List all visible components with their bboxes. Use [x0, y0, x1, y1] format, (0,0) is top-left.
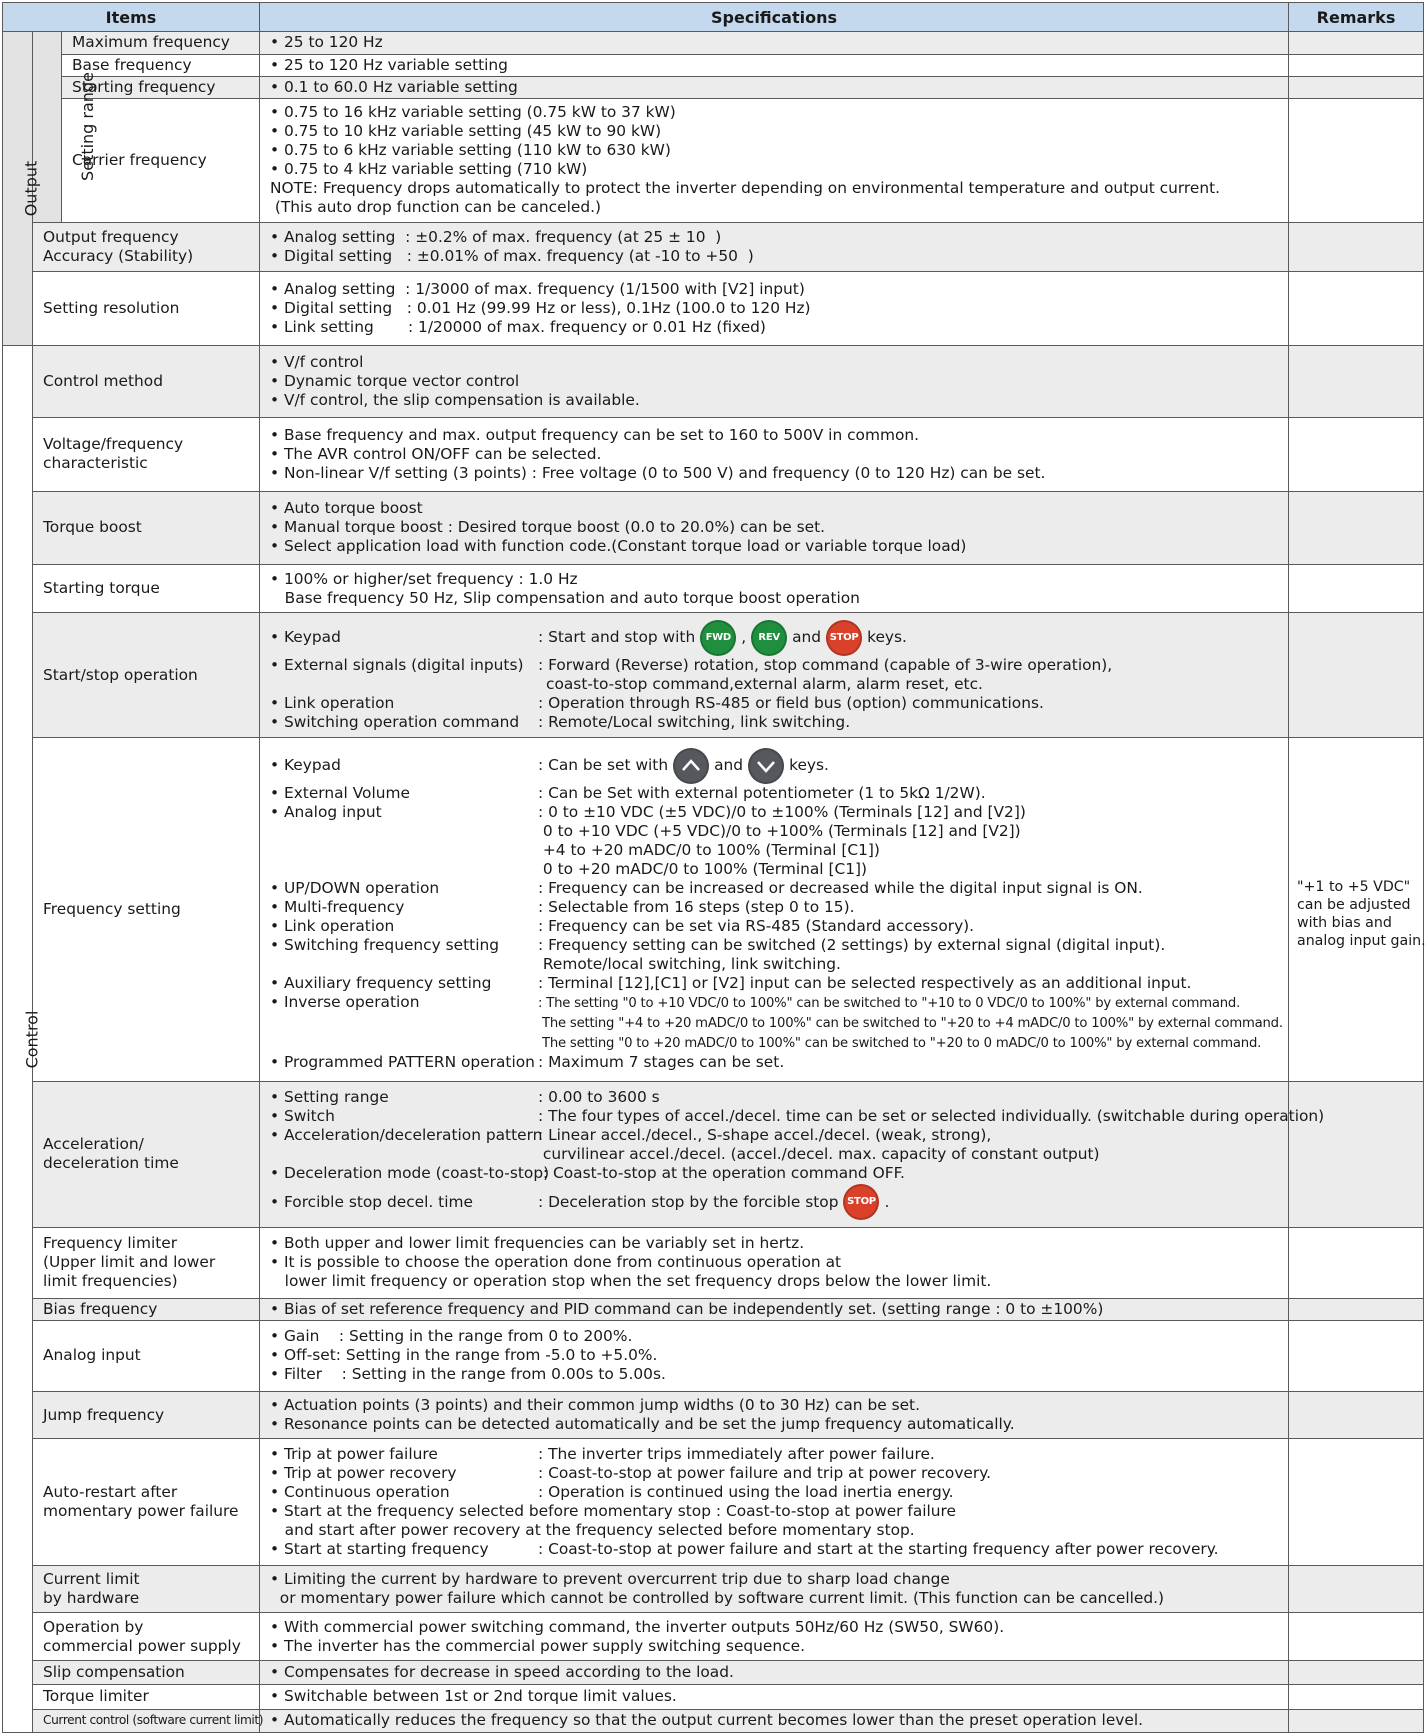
- spec-value: : Operation through RS-485 or field bus (option) communications.: [538, 694, 1044, 713]
- remarks-cell: [1289, 1685, 1424, 1709]
- spec-value: : Selectable from 16 steps (step 0 to 15).: [538, 898, 855, 917]
- spec-cell: [260, 1320, 1289, 1391]
- spec-cell: [260, 613, 1289, 738]
- remarks-text: [1297, 878, 1426, 950]
- spec-cell: [260, 99, 1289, 222]
- spec-line: • Link setting : 1/20000 of max. frequency or 0.01 Hz (fixed): [270, 318, 766, 337]
- remarks-cell: [1289, 417, 1424, 491]
- spec-line: [270, 803, 1282, 822]
- remarks-cell: [1289, 32, 1424, 54]
- item-label: Analog input: [33, 1320, 260, 1391]
- and-text: and: [792, 628, 822, 647]
- item-line: commercial power supply: [43, 1636, 241, 1655]
- remarks-cell: [1289, 99, 1424, 222]
- spec-line: [270, 1106, 1325, 1126]
- item-line: (Upper limit and lower: [43, 1253, 216, 1272]
- spec-line: • Actuation points (3 points) and their common jump widths (0 to 30 Hz) can be set.: [270, 1396, 920, 1415]
- spec-line: [270, 1445, 1282, 1464]
- spec-cell: [260, 54, 1289, 76]
- spec-label: • Inverse operation: [270, 993, 420, 1012]
- row-starting-torque: [3, 564, 1424, 613]
- row-analog-input: [3, 1320, 1424, 1391]
- spec-label: • UP/DOWN operation: [270, 879, 440, 898]
- row-current-control: [3, 1709, 1424, 1732]
- spec-value: : Can be set with: [538, 756, 669, 775]
- spec-label: • Setting range: [270, 1087, 389, 1106]
- spec-line: [270, 1053, 1282, 1072]
- remarks-cell: [1289, 76, 1424, 98]
- item-label: [33, 222, 260, 272]
- spec-label: • Forcible stop decel. time: [270, 1192, 473, 1211]
- spec-line: • Auto torque boost: [270, 499, 423, 518]
- item-line: Current limit: [43, 1570, 140, 1589]
- spec-label: • Continuous operation: [270, 1483, 450, 1502]
- spec-label: • Keypad: [270, 756, 341, 775]
- spec-line: [270, 1126, 1282, 1145]
- spec-line: [270, 694, 1282, 713]
- remarks-cell: [1289, 564, 1424, 613]
- item-label: Frequency setting: [33, 737, 260, 1081]
- spec-line: • Both upper and lower limit frequencies can be variably set in hertz.: [270, 1234, 805, 1253]
- item-label: Starting frequency: [62, 76, 260, 98]
- spec-cell: [260, 222, 1289, 272]
- spec-line: • The inverter has the commercial power supply switching sequence.: [270, 1636, 805, 1655]
- row-current-limit-hardware: [3, 1565, 1424, 1613]
- spec-line: [270, 1483, 1282, 1502]
- remarks-cell: [1289, 1298, 1424, 1320]
- spec-cell: [260, 32, 1289, 54]
- spec-label: • Link operation: [270, 917, 395, 936]
- spec-line: • Digital setting : 0.01 Hz (99.99 Hz or less), 0.1Hz (100.0 to 120 Hz): [270, 299, 811, 318]
- spec-value: : Coast-to-stop at power failure and start at the starting frequency after power recovery.: [538, 1540, 1219, 1559]
- specifications-table: [2, 2, 1424, 1733]
- row-torque-limiter: [3, 1685, 1424, 1709]
- spec-line: • Gain : Setting in the range from 0 to 200%.: [270, 1327, 633, 1346]
- spec-value: : The four types of accel./decel. time can be set or selected individually. (switchable during operation): [538, 1106, 1325, 1125]
- item-label: Torque limiter: [33, 1685, 260, 1709]
- item-line: Auto-restart after: [43, 1483, 178, 1502]
- spec-line: [270, 618, 1282, 656]
- spec-value: : Frequency can be set via RS-485 (Standard accessory).: [538, 917, 975, 936]
- row-output-frequency-accuracy: [3, 222, 1424, 272]
- spec-cell: [260, 417, 1289, 491]
- remarks-line: analog input gain.: [1297, 933, 1426, 950]
- spec-label: • Deceleration mode (coast-to-stop): [270, 1163, 550, 1182]
- spec-cell: [260, 272, 1289, 346]
- item-line: Voltage/frequency: [43, 435, 184, 454]
- remarks-cell: [1289, 1565, 1424, 1613]
- row-jump-frequency: [3, 1391, 1424, 1439]
- item-label: Torque boost: [33, 491, 260, 564]
- spec-line: • Dynamic torque vector control: [270, 372, 520, 391]
- group-control: [3, 346, 42, 1733]
- spec-line: [270, 879, 1282, 898]
- remarks-cell: [1289, 272, 1424, 346]
- item-label: [33, 1565, 260, 1613]
- remarks-line: "+1 to +5 VDC": [1297, 879, 1411, 896]
- spec-line: • Limiting the current by hardware to prevent overcurrent trip due to sharp load change: [270, 1570, 950, 1589]
- item-line: Output frequency: [43, 227, 179, 246]
- spec-line: • Compensates for decrease in speed according to the load.: [270, 1663, 734, 1682]
- spec-line: • 0.75 to 10 kHz variable setting (45 kW to 90 kW): [270, 122, 662, 141]
- spec-line: • Resonance points can be detected automatically and be set the jump frequency automatically.: [270, 1415, 1015, 1434]
- spec-cell: [260, 491, 1289, 564]
- group-control-label: Control: [22, 1010, 42, 1068]
- item-label: Base frequency: [62, 54, 260, 76]
- spec-line: [270, 898, 1282, 917]
- header-specifications: Specifications: [260, 3, 1289, 32]
- spec-value: 0 to +10 VDC (+5 VDC)/0 to +100% (Terminals [12] and [V2]): [538, 822, 1021, 841]
- stop-key-icon: STOP: [826, 620, 862, 656]
- spec-line: • Non-linear V/f setting (3 points) : Free voltage (0 to 500 V) and frequency (0 to 120 Hz) can be set.: [270, 463, 1046, 482]
- spec-line: [270, 822, 1282, 841]
- spec-value: : Coast-to-stop at power failure and trip at power recovery.: [538, 1464, 992, 1483]
- and-text: and: [714, 756, 744, 775]
- spec-line: • V/f control, the slip compensation is available.: [270, 391, 640, 410]
- row-commercial-power: [3, 1613, 1424, 1661]
- spec-line: or momentary power failure which cannot be controlled by software current limit. (This function can be cancelled.): [270, 1589, 1165, 1608]
- item-line: Operation by: [43, 1617, 144, 1636]
- spec-value: +4 to +20 mADC/0 to 100% (Terminal [C1]): [538, 841, 880, 860]
- remarks-cell: [1289, 1709, 1424, 1732]
- down-arrow-key-icon: [748, 748, 784, 784]
- remarks-cell: [1289, 54, 1424, 76]
- row-frequency-limiter: [3, 1227, 1424, 1298]
- item-label: [33, 1613, 260, 1661]
- remarks-cell: [1289, 737, 1424, 1081]
- row-control-method: [3, 346, 1424, 418]
- item-label: [33, 417, 260, 491]
- spec-line: (This auto drop function can be canceled.): [270, 198, 602, 217]
- spec-label: • External signals (digital inputs): [270, 656, 524, 675]
- item-label: Current control (software current limit): [33, 1709, 260, 1732]
- spec-line: • 100% or higher/set frequency : 1.0 Hz: [270, 569, 578, 588]
- spec-label: • Analog input: [270, 803, 382, 822]
- spec-line: [270, 974, 1282, 993]
- spec-line: and start after power recovery at the frequency selected before momentary stop.: [270, 1521, 915, 1540]
- spec-value: curvilinear accel./decel. (accel./decel. max. capacity of constant output): [538, 1144, 1100, 1163]
- spec-label: • Link operation: [270, 694, 395, 713]
- header-remarks: Remarks: [1289, 3, 1424, 32]
- spec-line: • Digital setting : ±0.01% of max. frequency (at -10 to +50 ): [270, 246, 754, 265]
- header-items: Items: [3, 3, 260, 32]
- spec-line: [270, 784, 1282, 803]
- row-maximum-frequency: [3, 32, 1424, 54]
- spec-line: [270, 841, 1282, 860]
- item-line: Accuracy (Stability): [43, 246, 194, 265]
- spec-value: : Coast-to-stop at the operation command OFF.: [538, 1163, 905, 1182]
- spec-line: • Manual torque boost : Desired torque boost (0.0 to 20.0%) can be set.: [270, 518, 826, 537]
- spec-line: • Switchable between 1st or 2nd torque limit values.: [270, 1687, 677, 1706]
- item-line: characteristic: [43, 454, 148, 473]
- item-label: Slip compensation: [33, 1660, 260, 1684]
- keys-suffix-text: keys.: [867, 628, 907, 647]
- remarks-cell: [1289, 1391, 1424, 1439]
- remarks-cell: [1289, 1613, 1424, 1661]
- item-label: Setting resolution: [33, 272, 260, 346]
- spec-value: : 0 to ±10 VDC (±5 VDC)/0 to ±100% (Terminals [12] and [V2]): [538, 803, 1026, 822]
- spec-cell: [260, 1081, 1325, 1227]
- spec-line: [270, 675, 1282, 694]
- spec-line: • Analog setting : ±0.2% of max. frequency (at 25 ± 10 ): [270, 227, 722, 246]
- spec-label: • Start at starting frequency: [270, 1540, 489, 1559]
- spec-line: Base frequency 50 Hz, Slip compensation and auto torque boost operation: [270, 588, 860, 607]
- spec-line: [270, 713, 1282, 732]
- spec-line: • Base frequency and max. output frequency can be set to 160 to 500V in common.: [270, 425, 920, 444]
- remarks-cell: [1289, 1081, 1424, 1227]
- spec-line: [270, 917, 1282, 936]
- spec-cell: [260, 346, 1289, 418]
- spec-line: [270, 1033, 1282, 1053]
- spec-label: • Trip at power failure: [270, 1445, 438, 1464]
- spec-value: : The setting "0 to +10 VDC/0 to 100%" can be switched to "+10 to 0 VDC/0 to 100%" by external command.: [538, 996, 1241, 1012]
- spec-line: [270, 860, 1282, 879]
- item-line: Frequency limiter: [43, 1234, 178, 1253]
- subgroup-setting-range-label: Setting range: [77, 72, 97, 182]
- remarks-cell: [1289, 1320, 1424, 1391]
- row-torque-boost: [3, 491, 1424, 564]
- spec-label: • Keypad: [270, 628, 341, 647]
- spec-value: : Forward (Reverse) rotation, stop command (capable of 3-wire operation),: [538, 656, 1113, 675]
- row-start-stop-operation: [3, 613, 1424, 738]
- spec-line: [270, 936, 1282, 955]
- spec-cell: [260, 737, 1289, 1081]
- spec-line: [270, 1088, 1282, 1107]
- row-slip-compensation: [3, 1660, 1424, 1684]
- row-auto-restart: [3, 1439, 1424, 1566]
- spec-value: : 0.00 to 3600 s: [538, 1087, 660, 1106]
- spec-line: • Start at the frequency selected before momentary stop : Coast-to-stop at power failure: [270, 1502, 957, 1521]
- item-label: Starting torque: [33, 564, 260, 613]
- stop-key-icon: STOP: [843, 1184, 879, 1220]
- group-output: [3, 32, 41, 346]
- spec-value: : Linear accel./decel., S-shape accel./decel. (weak, strong),: [538, 1125, 992, 1144]
- keys-suffix-text: keys.: [789, 756, 829, 775]
- spec-cell: [260, 1439, 1289, 1566]
- spec-value: The setting "+4 to +20 mADC/0 to 100%" can be switched to "+20 to +4 mADC/0 to 100%" by external command.: [538, 1016, 1283, 1032]
- spec-line: [270, 1464, 1282, 1483]
- spec-cell: [260, 1298, 1289, 1320]
- item-label: Maximum frequency: [62, 32, 260, 54]
- spec-line: • Analog setting : 1/3000 of max. frequency (1/1500 with [V2] input): [270, 280, 805, 299]
- remarks-cell: [1289, 1660, 1424, 1684]
- spec-line: • 0.75 to 4 kHz variable setting (710 kW): [270, 160, 588, 179]
- remarks-cell: [1289, 346, 1424, 418]
- spec-label: • Programmed PATTERN operation: [270, 1053, 535, 1072]
- spec-label: • Switching operation command: [270, 713, 520, 732]
- spec-value: The setting "0 to +20 mADC/0 to 100%" can be switched to "+20 to 0 mADC/0 to 100%" by external command.: [538, 1036, 1262, 1052]
- spec-value: : Operation is continued using the load inertia energy.: [538, 1483, 954, 1502]
- item-label: [33, 1439, 260, 1566]
- spec-line: • The AVR control ON/OFF can be selected.: [270, 444, 602, 463]
- header-row: [3, 3, 1424, 32]
- item-line: by hardware: [43, 1589, 140, 1608]
- spec-line: [270, 1145, 1282, 1164]
- row-bias-frequency: [3, 1298, 1424, 1320]
- spec-line: • 0.75 to 16 kHz variable setting (0.75 kW to 37 kW): [270, 103, 676, 122]
- spec-line: • Filter : Setting in the range from 0.00s to 5.00s.: [270, 1365, 666, 1384]
- spec-cell: [260, 1565, 1289, 1613]
- spec-cell: [260, 1227, 1289, 1298]
- spec-line: [270, 993, 1282, 1013]
- spec-line: • 0.1 to 60.0 Hz variable setting: [270, 78, 518, 96]
- spec-value: Remote/local switching, link switching.: [538, 955, 841, 974]
- spec-cell: [260, 1660, 1289, 1684]
- row-starting-frequency: [3, 76, 1424, 98]
- item-label: Carrier frequency: [62, 99, 260, 222]
- spec-value: : Terminal [12],[C1] or [V2] input can be selected respectively as an additional input.: [538, 974, 1192, 993]
- remarks-cell: [1289, 1439, 1424, 1566]
- spec-cell: [260, 564, 1289, 613]
- item-line: momentary power failure: [43, 1502, 239, 1521]
- spec-value: coast-to-stop command,external alarm, alarm reset, etc.: [546, 675, 983, 694]
- spec-value: : Frequency can be increased or decreased while the digital input signal is ON.: [538, 879, 1143, 898]
- spec-line: • Select application load with function code.(Constant torque load or variable torque load): [270, 537, 967, 556]
- spec-line: [270, 955, 1282, 974]
- remarks-cell: [1289, 491, 1424, 564]
- spec-line: • Off-set: Setting in the range from -5.0 to +5.0%.: [270, 1346, 658, 1365]
- item-label: [33, 1227, 260, 1298]
- item-line: deceleration time: [43, 1154, 179, 1173]
- spec-line: • Bias of set reference frequency and PID command can be independently set. (setting range : 0 to ±100%): [270, 1299, 1104, 1318]
- item-line: limit frequencies): [43, 1272, 178, 1291]
- spec-label: • Multi-frequency: [270, 898, 405, 917]
- rev-key-icon: REV: [751, 620, 787, 656]
- spec-line: [270, 1013, 1282, 1033]
- remarks-cell: [1289, 613, 1424, 738]
- spec-line: • With commercial power switching command, the inverter outputs 50Hz/60 Hz (SW50, SW60).: [270, 1617, 1005, 1636]
- spec-line: [270, 1164, 1282, 1183]
- spec-label: • External Volume: [270, 784, 410, 803]
- item-label: Jump frequency: [33, 1391, 260, 1439]
- spec-label: • Acceleration/deceleration pattern: [270, 1125, 543, 1144]
- spec-line: • 0.75 to 6 kHz variable setting (110 kW to 630 kW): [270, 141, 671, 160]
- item-label: [33, 1081, 260, 1227]
- row-acceleration-deceleration-time: [3, 1081, 1424, 1227]
- spec-line: [270, 746, 1282, 784]
- remarks-cell: [1289, 1227, 1424, 1298]
- spec-value: : Frequency setting can be switched (2 settings) by external signal (digital input).: [538, 936, 1166, 955]
- spec-value: : Start and stop with: [538, 628, 696, 647]
- spec-line: • It is possible to choose the operation done from continuous operation at: [270, 1253, 842, 1272]
- spec-label: • Auxiliary frequency setting: [270, 974, 492, 993]
- comma-text: ,: [741, 628, 747, 647]
- group-output-label: Output: [21, 160, 41, 217]
- spec-value: : Can be Set with external potentiometer (1 to 5kΩ 1/2W).: [538, 784, 986, 803]
- row-frequency-setting: [3, 737, 1424, 1081]
- spec-line: lower limit frequency or operation stop when the set frequency drops below the lower limit.: [270, 1272, 992, 1291]
- item-label: Control method: [33, 346, 260, 418]
- spec-cell: [260, 1613, 1289, 1661]
- fwd-key-icon: FWD: [700, 620, 736, 656]
- item-label: Start/stop operation: [33, 613, 260, 738]
- row-setting-resolution: [3, 272, 1424, 346]
- spec-cell: [260, 76, 1289, 98]
- spec-value: : Remote/Local switching, link switching.: [538, 713, 851, 732]
- up-arrow-key-icon: [673, 748, 709, 784]
- spec-line: [270, 1183, 1282, 1221]
- remarks-cell: [1289, 222, 1424, 272]
- spec-line: • Automatically reduces the frequency so that the output current becomes lower than the preset operation level.: [270, 1711, 1144, 1730]
- spec-line: NOTE: Frequency drops automatically to protect the inverter depending on environmental temperature and output current.: [270, 179, 1221, 198]
- remarks-line: with bias and: [1297, 915, 1392, 932]
- spec-label: • Trip at power recovery: [270, 1464, 457, 1483]
- spec-cell: [260, 1391, 1289, 1439]
- item-line: Acceleration/: [43, 1135, 144, 1154]
- spec-value: : Maximum 7 stages can be set.: [538, 1053, 785, 1072]
- spec-line: • V/f control: [270, 353, 364, 372]
- period-text: .: [884, 1192, 890, 1211]
- row-vf-characteristic: [3, 417, 1424, 491]
- spec-line: [270, 656, 1282, 675]
- spec-line: • 25 to 120 Hz: [270, 33, 383, 52]
- item-label: Bias frequency: [33, 1298, 260, 1320]
- spec-value: : Deceleration stop by the forcible stop: [538, 1192, 839, 1211]
- spec-label: • Switch: [270, 1106, 335, 1125]
- spec-value: : The inverter trips immediately after power failure.: [538, 1445, 935, 1464]
- row-carrier-frequency: [3, 99, 1424, 222]
- spec-line: • 25 to 120 Hz variable setting: [270, 55, 508, 74]
- spec-cell: [260, 1685, 1289, 1709]
- spec-label: • Switching frequency setting: [270, 936, 499, 955]
- spec-cell: [260, 1709, 1289, 1732]
- row-base-frequency: [3, 54, 1424, 76]
- remarks-line: can be adjusted: [1297, 897, 1411, 914]
- spec-line: [270, 1540, 1282, 1559]
- spec-value: 0 to +20 mADC/0 to 100% (Terminal [C1]): [538, 860, 868, 879]
